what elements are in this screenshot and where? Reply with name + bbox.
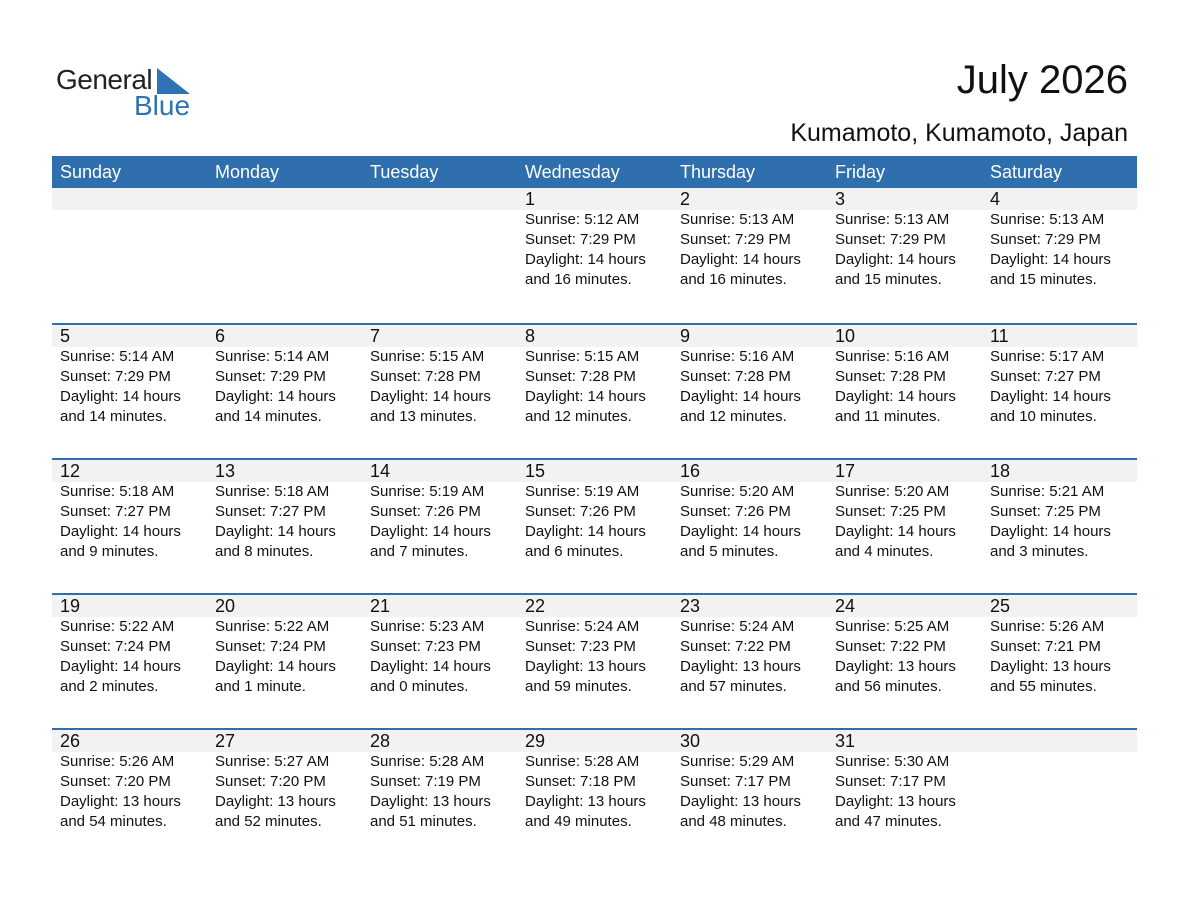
daylight-minutes-text: and 9 minutes. [60,543,159,560]
generalblue-logo [56,62,216,121]
daylight-hours-text: Daylight: 13 hours [680,658,801,675]
day-number: 9 [680,326,691,346]
daylight-minutes-text: and 15 minutes. [835,271,942,288]
daylight-hours-text: Daylight: 13 hours [525,793,646,810]
day-cell [207,730,362,832]
day-cell [517,730,672,832]
daylight-hours-text: Daylight: 13 hours [525,658,646,675]
daylight-hours-text: Daylight: 14 hours [215,388,336,405]
daylight-hours-text: Daylight: 14 hours [680,388,801,405]
sunrise-text: Sunrise: 5:28 AM [370,753,485,770]
week-days [52,188,1137,290]
sunset-text: Sunset: 7:21 PM [990,638,1101,655]
weekday-header-sunday: Sunday [60,162,122,182]
day-number: 31 [835,731,856,751]
week-days [52,325,1137,427]
sunrise-text: Sunrise: 5:15 AM [525,348,640,365]
calendar-week-row [52,188,1137,323]
day-cell [207,460,362,562]
sunset-text: Sunset: 7:24 PM [60,638,171,655]
sunset-text: Sunset: 7:26 PM [370,503,481,520]
day-cell [362,730,517,832]
daylight-hours-text: Daylight: 14 hours [990,523,1111,540]
daylight-hours-text: Daylight: 14 hours [680,251,801,268]
sunrise-text: Sunrise: 5:14 AM [215,348,330,365]
sunset-text: Sunset: 7:26 PM [525,503,636,520]
day-cell [517,460,672,562]
daylight-hours-text: Daylight: 14 hours [990,388,1111,405]
daylight-minutes-text: and 16 minutes. [525,271,632,288]
sunrise-text: Sunrise: 5:15 AM [370,348,485,365]
sunrise-text: Sunrise: 5:27 AM [215,753,330,770]
daylight-minutes-text: and 14 minutes. [60,408,167,425]
daylight-hours-text: Daylight: 14 hours [370,523,491,540]
sunset-text: Sunset: 7:27 PM [60,503,171,520]
sunrise-text: Sunrise: 5:30 AM [835,753,950,770]
sunset-text: Sunset: 7:17 PM [680,773,791,790]
daylight-hours-text: Daylight: 14 hours [60,523,181,540]
calendar-week-row [52,323,1137,458]
sunrise-text: Sunrise: 5:13 AM [680,211,795,228]
sunrise-text: Sunrise: 5:22 AM [215,618,330,635]
day-cell [827,730,982,832]
daylight-minutes-text: and 14 minutes. [215,408,322,425]
sunrise-text: Sunrise: 5:22 AM [60,618,175,635]
daylight-minutes-text: and 54 minutes. [60,813,167,830]
week-days [52,730,1137,832]
day-cell [517,325,672,427]
sunset-text: Sunset: 7:28 PM [680,368,791,385]
day-cell [362,595,517,697]
sunrise-text: Sunrise: 5:29 AM [680,753,795,770]
day-number: 2 [680,189,691,209]
sunrise-text: Sunrise: 5:13 AM [835,211,950,228]
daylight-minutes-text: and 7 minutes. [370,543,469,560]
sunrise-text: Sunrise: 5:24 AM [525,618,640,635]
daylight-hours-text: Daylight: 13 hours [990,658,1111,675]
day-number: 24 [835,596,856,616]
weekday-header-thursday: Thursday [680,162,756,182]
daylight-minutes-text: and 3 minutes. [990,543,1089,560]
sunrise-text: Sunrise: 5:14 AM [60,348,175,365]
day-number: 20 [215,596,236,616]
day-cell [362,325,517,427]
sunset-text: Sunset: 7:25 PM [835,503,946,520]
day-number: 7 [370,326,381,346]
logo-text-general: General [56,64,153,95]
day-number: 8 [525,326,536,346]
day-number: 6 [215,326,226,346]
day-cell [672,325,827,427]
daylight-hours-text: Daylight: 14 hours [370,658,491,675]
day-cell [207,325,362,427]
daylight-hours-text: Daylight: 14 hours [525,388,646,405]
day-cell [982,595,1137,697]
daylight-hours-text: Daylight: 14 hours [60,388,181,405]
daylight-hours-text: Daylight: 14 hours [835,251,956,268]
sunrise-text: Sunrise: 5:20 AM [835,483,950,500]
sunset-text: Sunset: 7:29 PM [525,231,636,248]
daylight-minutes-text: and 4 minutes. [835,543,934,560]
day-number: 28 [370,731,391,751]
sunrise-text: Sunrise: 5:16 AM [835,348,950,365]
sunset-text: Sunset: 7:19 PM [370,773,481,790]
daylight-minutes-text: and 12 minutes. [680,408,787,425]
day-number: 19 [60,596,81,616]
empty-day-cell [362,188,517,290]
daylight-hours-text: Daylight: 13 hours [215,793,336,810]
daylight-minutes-text: and 49 minutes. [525,813,632,830]
day-cell [827,325,982,427]
daylight-hours-text: Daylight: 14 hours [60,658,181,675]
day-cell [517,188,672,290]
day-number: 13 [215,461,236,481]
sunrise-text: Sunrise: 5:25 AM [835,618,950,635]
daylight-minutes-text: and 59 minutes. [525,678,632,695]
day-number: 10 [835,326,856,346]
day-number: 23 [680,596,701,616]
sunset-text: Sunset: 7:28 PM [370,368,481,385]
day-cell [52,595,207,697]
day-cell [362,460,517,562]
calendar-weeks [52,188,1137,863]
sunset-text: Sunset: 7:29 PM [215,368,326,385]
day-cell [827,188,982,290]
day-number: 26 [60,731,81,751]
daylight-minutes-text: and 56 minutes. [835,678,942,695]
daylight-hours-text: Daylight: 13 hours [835,658,956,675]
daylight-hours-text: Daylight: 13 hours [370,793,491,810]
daylight-minutes-text: and 16 minutes. [680,271,787,288]
calendar-week-row [52,458,1137,593]
daylight-minutes-text: and 2 minutes. [60,678,159,695]
weekday-header-saturday: Saturday [990,162,1063,182]
daylight-minutes-text: and 51 minutes. [370,813,477,830]
daylight-minutes-text: and 12 minutes. [525,408,632,425]
daylight-hours-text: Daylight: 14 hours [990,251,1111,268]
location-subtitle: Kumamoto, Kumamoto, Japan [790,119,1128,147]
day-cell [672,595,827,697]
week-days [52,595,1137,697]
weekday-header-monday: Monday [215,162,280,182]
day-cell [52,325,207,427]
sunrise-text: Sunrise: 5:16 AM [680,348,795,365]
sunset-text: Sunset: 7:27 PM [990,368,1101,385]
sunrise-text: Sunrise: 5:19 AM [525,483,640,500]
day-cell [672,730,827,832]
calendar-week-row [52,728,1137,863]
empty-day-cell [207,188,362,290]
sunset-text: Sunset: 7:26 PM [680,503,791,520]
day-cell [982,325,1137,427]
day-number: 27 [215,731,236,751]
calendar-week-row [52,593,1137,728]
sunset-text: Sunset: 7:24 PM [215,638,326,655]
day-cell [982,188,1137,290]
daylight-minutes-text: and 8 minutes. [215,543,314,560]
day-number: 12 [60,461,81,481]
sunrise-text: Sunrise: 5:12 AM [525,211,640,228]
sunrise-text: Sunrise: 5:13 AM [990,211,1105,228]
daylight-minutes-text: and 15 minutes. [990,271,1097,288]
day-cell [517,595,672,697]
day-cell [52,730,207,832]
day-cell [672,188,827,290]
daylight-hours-text: Daylight: 14 hours [215,523,336,540]
empty-day-cell [982,730,1137,832]
day-number: 14 [370,461,391,481]
daylight-minutes-text: and 57 minutes. [680,678,787,695]
sunset-text: Sunset: 7:29 PM [680,231,791,248]
weekday-header-row [52,156,1137,188]
day-number: 25 [990,596,1011,616]
sunrise-text: Sunrise: 5:26 AM [60,753,175,770]
day-number: 3 [835,189,846,209]
sunrise-text: Sunrise: 5:23 AM [370,618,485,635]
daylight-hours-text: Daylight: 14 hours [370,388,491,405]
daylight-minutes-text: and 6 minutes. [525,543,624,560]
sunset-text: Sunset: 7:22 PM [835,638,946,655]
sunset-text: Sunset: 7:29 PM [835,231,946,248]
sunset-text: Sunset: 7:28 PM [835,368,946,385]
day-number: 21 [370,596,391,616]
day-number: 1 [525,189,536,209]
day-number: 22 [525,596,546,616]
logo-text-blue: Blue [134,90,191,121]
daylight-minutes-text: and 0 minutes. [370,678,469,695]
day-cell [207,595,362,697]
daylight-minutes-text: and 55 minutes. [990,678,1097,695]
day-cell [52,460,207,562]
day-cell [982,460,1137,562]
daylight-hours-text: Daylight: 14 hours [835,388,956,405]
sunrise-text: Sunrise: 5:26 AM [990,618,1105,635]
daylight-minutes-text: and 11 minutes. [835,408,941,425]
sunset-text: Sunset: 7:25 PM [990,503,1101,520]
sunset-text: Sunset: 7:29 PM [990,231,1101,248]
day-number: 11 [990,326,1009,346]
day-cell [827,460,982,562]
day-number: 30 [680,731,701,751]
sunrise-text: Sunrise: 5:28 AM [525,753,640,770]
weekday-header-tuesday: Tuesday [370,162,439,182]
sunrise-text: Sunrise: 5:18 AM [215,483,330,500]
day-number: 16 [680,461,701,481]
day-number: 5 [60,326,71,346]
daylight-minutes-text: and 13 minutes. [370,408,477,425]
sunset-text: Sunset: 7:27 PM [215,503,326,520]
sunset-text: Sunset: 7:23 PM [525,638,636,655]
empty-day-cell [52,188,207,290]
day-number: 29 [525,731,546,751]
day-cell [672,460,827,562]
calendar-grid [52,156,1137,863]
daylight-hours-text: Daylight: 14 hours [525,251,646,268]
day-cell [827,595,982,697]
sunset-text: Sunset: 7:29 PM [60,368,171,385]
sunset-text: Sunset: 7:23 PM [370,638,481,655]
daylight-hours-text: Daylight: 14 hours [525,523,646,540]
sunset-text: Sunset: 7:20 PM [60,773,171,790]
daylight-hours-text: Daylight: 13 hours [835,793,956,810]
sunrise-text: Sunrise: 5:24 AM [680,618,795,635]
day-number: 4 [990,189,1001,209]
sunset-text: Sunset: 7:17 PM [835,773,946,790]
weekday-header-wednesday: Wednesday [525,162,620,182]
weekday-header-friday: Friday [835,162,886,182]
day-number: 17 [835,461,856,481]
daylight-hours-text: Daylight: 13 hours [60,793,181,810]
week-days [52,460,1137,562]
daylight-minutes-text: and 52 minutes. [215,813,322,830]
daylight-minutes-text: and 47 minutes. [835,813,942,830]
page-title: July 2026 [956,58,1128,102]
daylight-minutes-text: and 5 minutes. [680,543,779,560]
sunset-text: Sunset: 7:20 PM [215,773,326,790]
daylight-hours-text: Daylight: 14 hours [680,523,801,540]
sunset-text: Sunset: 7:18 PM [525,773,636,790]
sunrise-text: Sunrise: 5:18 AM [60,483,175,500]
daylight-minutes-text: and 10 minutes. [990,408,1097,425]
sunrise-text: Sunrise: 5:21 AM [990,483,1105,500]
daylight-hours-text: Daylight: 13 hours [680,793,801,810]
daylight-minutes-text: and 1 minute. [215,678,306,695]
daylight-minutes-text: and 48 minutes. [680,813,787,830]
day-number: 15 [525,461,546,481]
sunset-text: Sunset: 7:28 PM [525,368,636,385]
sunrise-text: Sunrise: 5:17 AM [990,348,1105,365]
sunrise-text: Sunrise: 5:20 AM [680,483,795,500]
sunrise-text: Sunrise: 5:19 AM [370,483,485,500]
daylight-hours-text: Daylight: 14 hours [835,523,956,540]
daylight-hours-text: Daylight: 14 hours [215,658,336,675]
sunset-text: Sunset: 7:22 PM [680,638,791,655]
day-number: 18 [990,461,1011,481]
